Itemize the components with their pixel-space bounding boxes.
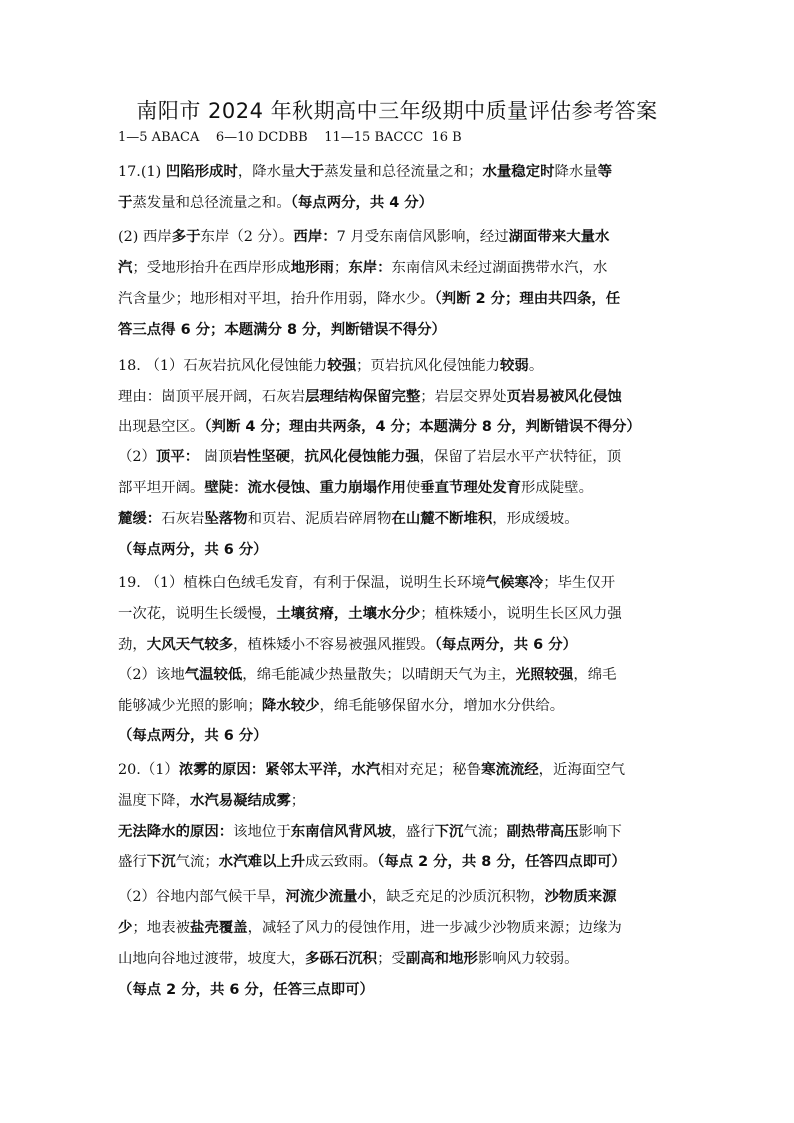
bold-segment: 较强 xyxy=(327,358,357,374)
bold-segment: 下沉 xyxy=(146,854,176,870)
text-segment: 东岸（2 分）。 xyxy=(200,229,294,245)
bold-segment: 等 xyxy=(597,164,613,180)
text-segment: 能够减少光照的影响； xyxy=(118,698,262,714)
text-segment: ；页岩抗风化侵蚀能力 xyxy=(356,358,501,374)
bold-segment: 岩性坚硬 xyxy=(232,449,291,465)
text-line xyxy=(118,194,433,212)
text-line xyxy=(118,981,374,999)
text-line xyxy=(118,290,620,308)
text-line xyxy=(118,950,579,968)
bold-segment: 垂直节理处发育 xyxy=(420,480,521,496)
bold-segment: （判断 4 分；理由共两条，4 分；本题满分 8 分，判断错误不得分） xyxy=(204,419,641,435)
text-line xyxy=(118,574,615,592)
text-segment: 气流； xyxy=(175,854,219,870)
text-segment: 20.（1） xyxy=(118,762,179,778)
text-line xyxy=(118,321,446,339)
bold-segment: 土壤贫瘠，土壤水分少 xyxy=(276,606,421,622)
text-line xyxy=(118,888,617,906)
bold-segment: （每点 2 分，共 8 分，任答四点即可） xyxy=(377,854,626,870)
text-line xyxy=(118,697,564,715)
bold-segment: 沙物质来源 xyxy=(544,889,617,905)
text-segment: ，绵毛能减少热量散失；以晴朗天气为主， xyxy=(242,667,516,683)
bold-segment: 盐壳覆盖 xyxy=(189,920,248,936)
text-segment: 汽含量少；地形相对平坦，抬升作用弱，降水少。 xyxy=(118,291,435,307)
bold-segment: （判断 2 分；理由共四条，任 xyxy=(434,291,621,307)
text-segment: 7 月受东南信风影响，经过 xyxy=(336,229,509,245)
bold-segment: 大风天气较多 xyxy=(146,637,234,653)
bold-segment: 气候寒冷 xyxy=(485,575,544,591)
text-line xyxy=(118,388,622,406)
bold-segment: 气温较低 xyxy=(184,667,243,683)
multiple-choice-answers: 1—5 ABACA 6—10 DCDBB 11—15 BACCC 16 B xyxy=(118,130,462,145)
text-segment: 。 xyxy=(528,358,544,374)
text-line xyxy=(118,727,268,745)
text-segment: ，植株矮小不容易被强风摧毁。 xyxy=(233,637,435,653)
text-segment: 18. （1）石灰岩抗风化侵蚀能力 xyxy=(118,358,328,374)
text-segment: 降水量 xyxy=(554,164,598,180)
text-line xyxy=(118,541,268,559)
text-segment: 影响下 xyxy=(578,824,622,840)
bold-segment: 在山麓不断堆积 xyxy=(391,511,493,527)
text-line xyxy=(118,823,622,841)
bold-segment: （每点两分，共 4 分） xyxy=(290,195,434,211)
text-segment: 山地向谷地过渡带，坡度大， xyxy=(118,951,306,967)
text-line xyxy=(118,228,609,246)
text-line xyxy=(118,259,607,277)
text-segment: 东南信风未经过湖面携带水汽，水 xyxy=(391,260,608,276)
text-segment: 出现悬空区。 xyxy=(118,419,205,435)
text-line xyxy=(118,761,625,779)
bold-segment: 少 xyxy=(118,920,133,936)
text-segment: 崮顶 xyxy=(199,449,233,465)
bold-segment: 页岩易被风化侵蚀 xyxy=(506,389,622,405)
text-line xyxy=(118,418,641,436)
text-segment: 一次花，说明生长缓慢， xyxy=(118,606,277,622)
text-line xyxy=(118,448,621,466)
text-segment: ，绵毛 xyxy=(573,667,617,683)
text-segment: 部平坦开阔。 xyxy=(118,480,205,496)
bold-segment: 无法降水的原因： xyxy=(118,824,234,840)
bold-segment: （每点两分，共 6 分） xyxy=(434,637,577,653)
text-segment: 影响风力较弱。 xyxy=(477,951,579,967)
text-segment: ；毕生仅开 xyxy=(543,575,616,591)
text-line xyxy=(118,853,626,871)
bold-segment: 副高和地形 xyxy=(405,951,478,967)
text-segment: 温度下降， xyxy=(118,793,190,809)
bold-segment: 光照较强 xyxy=(515,667,574,683)
text-segment: 和页岩、泥质岩碎屑物 xyxy=(247,511,392,527)
text-segment: ；植株矮小，说明生长区风力强 xyxy=(420,606,622,622)
text-line xyxy=(118,479,593,497)
text-segment: 该地位于 xyxy=(233,824,291,840)
bold-segment: 凹陷形成时 xyxy=(165,164,238,180)
text-segment: ； xyxy=(333,260,349,276)
bold-segment: 湖面带来大量水 xyxy=(508,229,610,245)
bold-segment: 顶平： xyxy=(155,449,200,465)
bold-segment: （每点两分，共 6 分） xyxy=(118,728,268,744)
text-line xyxy=(118,792,305,810)
text-segment: ；地表被 xyxy=(132,920,190,936)
text-segment: ；受地形抬升在西岸形成 xyxy=(132,260,291,276)
bold-segment: 降水较少 xyxy=(261,698,320,714)
text-segment: 盛行 xyxy=(118,854,147,870)
text-segment: 使 xyxy=(405,480,421,496)
bold-segment: 壁陡：流水侵蚀、重力崩塌作用 xyxy=(204,480,406,496)
bold-segment: 水汽易凝结成雾 xyxy=(189,793,291,809)
text-line xyxy=(118,666,617,684)
bold-segment: 较弱 xyxy=(500,358,529,374)
text-segment: 17.(1) xyxy=(118,164,166,180)
bold-segment: 多砾石沉积 xyxy=(305,951,378,967)
text-segment: 气流； xyxy=(463,824,507,840)
bold-segment: 麓缓： xyxy=(118,511,162,527)
bold-segment: 东岸： xyxy=(348,260,392,276)
bold-segment: 东南信风背风坡 xyxy=(290,824,392,840)
text-segment: ，降水量 xyxy=(237,164,296,180)
bold-segment: 坠落物 xyxy=(204,511,248,527)
bold-segment: 水汽难以上升 xyxy=(218,854,306,870)
bold-segment: 于 xyxy=(118,195,133,211)
bold-segment: 副热带高压 xyxy=(506,824,579,840)
bold-segment: （每点 2 分，共 6 分，任答三点即可） xyxy=(118,982,374,998)
text-segment: 蒸发量和总径流量之和。 xyxy=(132,195,291,211)
bold-segment: 寒流流经 xyxy=(481,762,539,778)
text-segment: （2） xyxy=(118,449,156,465)
text-line xyxy=(118,919,622,937)
text-segment: ；岩层交界处 xyxy=(420,389,507,405)
page-title: 南阳市 2024 年秋期高中三年级期中质量评估参考答案 xyxy=(136,99,658,123)
text-segment: 成云致雨。 xyxy=(305,854,378,870)
text-line xyxy=(118,163,612,181)
text-segment: ，盛行 xyxy=(391,824,435,840)
bold-segment: 答三点得 6 分；本题满分 8 分，判断错误不得分） xyxy=(118,322,446,338)
text-line xyxy=(118,605,622,623)
text-segment: ，形成缓坡。 xyxy=(492,511,579,527)
text-segment: (2) 西岸 xyxy=(118,229,172,245)
text-segment: 理由：崮顶平展开阔，石灰岩 xyxy=(118,389,306,405)
text-segment: ，缺乏充足的沙质沉积物， xyxy=(371,889,545,905)
text-line xyxy=(118,636,577,654)
text-segment: 蒸发量和总径流量之和； xyxy=(324,164,483,180)
text-segment: ，保留了岩层水平产状特征，顶 xyxy=(419,449,622,465)
text-segment: 石灰岩 xyxy=(161,511,205,527)
bold-segment: 下沉 xyxy=(434,824,464,840)
bold-segment: 大于 xyxy=(295,164,325,180)
bold-segment: 浓雾的原因：紧邻太平洋，水汽 xyxy=(178,762,381,778)
text-segment: （2）该地 xyxy=(118,667,185,683)
text-line xyxy=(118,510,579,528)
bold-segment: 西岸： xyxy=(293,229,337,245)
bold-segment: 层理结构保留完整 xyxy=(305,389,421,405)
bold-segment: 汽 xyxy=(118,260,133,276)
bold-segment: 河流少流量小 xyxy=(285,889,372,905)
text-segment: （2）谷地内部气候干旱， xyxy=(118,889,286,905)
text-segment: ， xyxy=(290,449,305,465)
bold-segment: 水量稳定时 xyxy=(482,164,555,180)
bold-segment: 地形雨 xyxy=(290,260,334,276)
text-segment: 19. （1）植株白色绒毛发育，有利于保温，说明生长环境 xyxy=(118,575,486,591)
text-segment: ；受 xyxy=(377,951,406,967)
text-segment: ，绵毛能够保留水分，增加水分供给。 xyxy=(319,698,565,714)
text-segment: 形成陡壁。 xyxy=(521,480,593,496)
text-segment: ，近海面空气 xyxy=(538,762,625,778)
text-segment: 相对充足；秘鲁 xyxy=(380,762,482,778)
text-segment: 劲， xyxy=(118,637,147,653)
text-line xyxy=(118,357,543,375)
bold-segment: （每点两分，共 6 分） xyxy=(118,542,268,558)
bold-segment: 多于 xyxy=(171,229,201,245)
text-segment: ； xyxy=(290,793,306,809)
text-segment: ，减轻了风力的侵蚀作用，进一步减少沙物质来源；边缘为 xyxy=(247,920,622,936)
bold-segment: 抗风化侵蚀能力强 xyxy=(304,449,420,465)
